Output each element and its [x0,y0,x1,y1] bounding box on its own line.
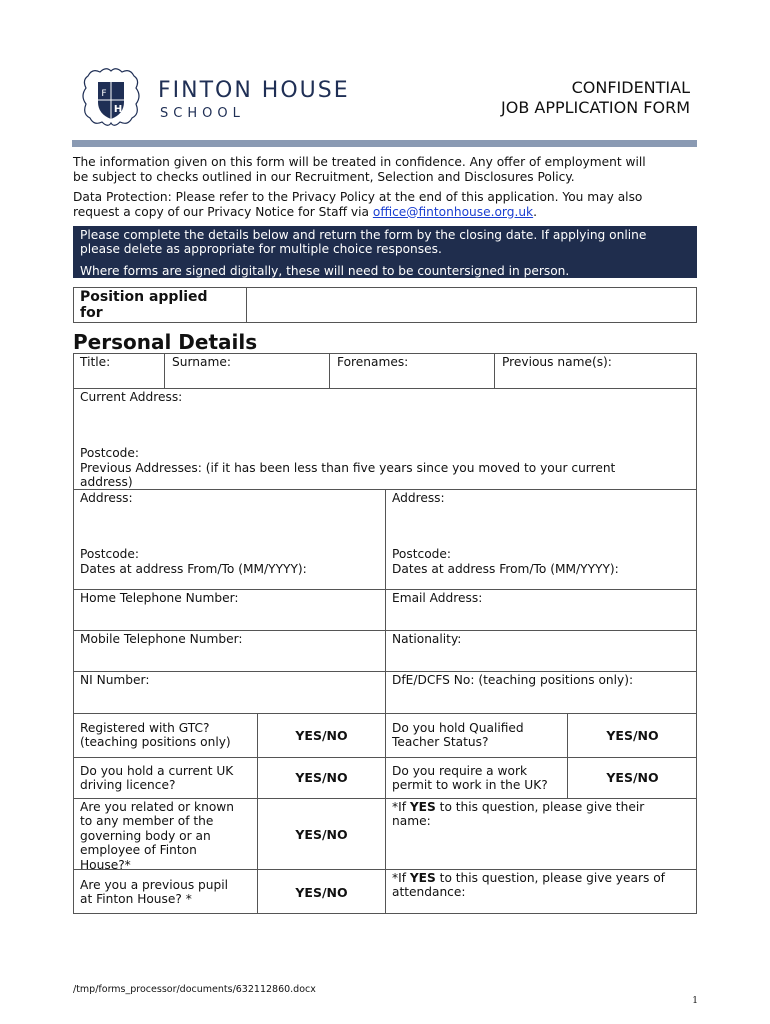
pupil-line-2: at Finton House? * [80,892,192,907]
dp-line-1: Data Protection: Please refer to the Privacy Policy at the end of this application. You may also [73,190,643,204]
permit-line-1: Do you require a work [392,764,528,778]
pupil-note-post: to this question, please give years of [435,871,665,885]
dp-line-2 [73,205,698,220]
pupil-note-line-2: attendance: [392,885,466,900]
prev-postcode-1-label: Postcode: [80,547,139,561]
confidential-label: CONFIDENTIAL [571,78,690,97]
personal-details-heading: Personal Details [73,330,258,354]
form-title [501,78,690,118]
related-note-post: to this question, please give their [435,800,645,814]
office-email-link[interactable]: office@fintonhouse.org.uk [372,204,534,219]
prev-postcode-2-label: Postcode: [392,547,451,561]
name-divider-1 [164,353,165,389]
yesno-divider-right [567,713,568,798]
page-number: 1 [692,996,698,1006]
related-note-yes: YES [409,800,436,814]
prev-address-2-label: Address: [392,491,445,505]
instructions-banner [73,226,697,278]
dp-line-2-text: request a copy of our Privacy Notice for Staff via [73,204,373,219]
banner-line-2: please delete as appropriate for multiple choice responses. [80,242,442,256]
related-note-line-2: name: [392,814,431,829]
related-line-5: House?* [80,857,131,872]
prev-dates-2-label: Dates at address From/To (MM/YYYY): [392,562,619,576]
related-note-pre: *If [392,800,410,814]
forenames-field-label: Forenames: [337,355,409,369]
grid-line-1 [73,589,697,590]
position-label-line-1: Position applied [80,289,208,305]
qts-line-2: Teacher Status? [392,735,489,750]
surname-field-label: Surname: [172,355,231,369]
related-note [392,800,644,829]
permit-question [392,764,548,793]
grid-line-2 [73,630,697,631]
position-divider [246,287,247,323]
permit-yes-no[interactable]: YES/NO [606,770,659,785]
confidentiality-notice [73,155,698,184]
previous-addresses-label-1: Previous Addresses: (if it has been less than five years since you moved to your current [80,461,616,475]
related-note-line-1 [392,800,644,814]
related-line-1: Are you related or known [80,800,234,814]
related-line-2: to any member of the [80,814,214,829]
qts-yes-no[interactable]: YES/NO [606,728,659,743]
grid-line-6 [73,798,697,799]
gtc-line-1: Registered with GTC? [80,721,210,735]
current-address-label: Current Address: [80,390,183,404]
pupil-note-line-1 [392,871,665,885]
grid-center-divider [385,489,386,914]
logo-letter-f: F [101,89,107,99]
school-subtitle: SCHOOL [160,106,245,121]
licence-line-2: driving licence? [80,778,176,793]
header-rule [72,140,697,147]
grid-line-3 [73,671,697,672]
dp-line-2-end: . [533,204,537,219]
pupil-note-pre: *If [392,871,410,885]
prev-address-1-label: Address: [80,491,133,505]
dfe-number-label: DfE/DCFS No: (teaching positions only): [392,673,634,687]
licence-line-1: Do you hold a current UK [80,764,234,778]
permit-line-2: permit to work in the UK? [392,778,548,793]
previous-addresses-label-2: address) [80,475,133,489]
gtc-line-2: (teaching positions only) [80,735,231,750]
qts-line-1: Do you hold Qualified [392,721,524,735]
nationality-label: Nationality: [392,632,462,646]
ni-number-label: NI Number: [80,673,150,687]
banner-line-1: Please complete the details below and return the form by the closing date. If applying online [80,228,647,242]
pupil-note [392,871,665,900]
current-postcode-label: Postcode: [80,446,139,460]
name-divider-3 [494,353,495,389]
yesno-divider-left [257,713,258,914]
previous-names-field-label: Previous name(s): [502,355,612,369]
qts-question [392,721,524,750]
name-divider-2 [329,353,330,389]
grid-line-5 [73,757,697,758]
school-crest-logo [80,66,142,128]
data-protection-notice [73,190,698,219]
banner-line-3: Where forms are signed digitally, these will need to be countersigned in person. [80,264,570,278]
related-line-4: employee of Finton [80,843,197,858]
job-application-label: JOB APPLICATION FORM [501,98,690,117]
grid-line-4 [73,713,697,714]
pupil-yes-no[interactable]: YES/NO [295,885,348,900]
related-line-3: governing body or an [80,828,211,843]
licence-question [80,764,233,793]
school-name: FINTON HOUSE [158,78,350,103]
related-yes-no[interactable]: YES/NO [295,827,348,842]
mobile-telephone-label: Mobile Telephone Number: [80,632,243,646]
position-applied-label [80,289,208,321]
licence-yes-no[interactable]: YES/NO [295,770,348,785]
email-address-label: Email Address: [392,591,483,605]
position-applied-input[interactable] [248,289,695,321]
gtc-question [80,721,231,750]
pupil-question [80,878,228,907]
notice-line-2: be subject to checks outlined in our Recruitment, Selection and Disclosures Policy. [73,169,575,184]
pupil-note-yes: YES [409,871,436,885]
title-field-label: Title: [80,355,111,369]
prev-dates-1-label: Dates at address From/To (MM/YYYY): [80,562,307,576]
home-telephone-label: Home Telephone Number: [80,591,239,605]
related-question [80,800,234,872]
position-label-line-2: for [80,305,103,321]
document-path: /tmp/forms_processor/documents/632112860.docx [73,984,316,995]
gtc-yes-no[interactable]: YES/NO [295,728,348,743]
logo-letter-h: H [113,104,123,115]
notice-line-1: The information given on this form will be treated in confidence. Any offer of employment will [73,155,646,169]
pupil-line-1: Are you a previous pupil [80,878,229,892]
